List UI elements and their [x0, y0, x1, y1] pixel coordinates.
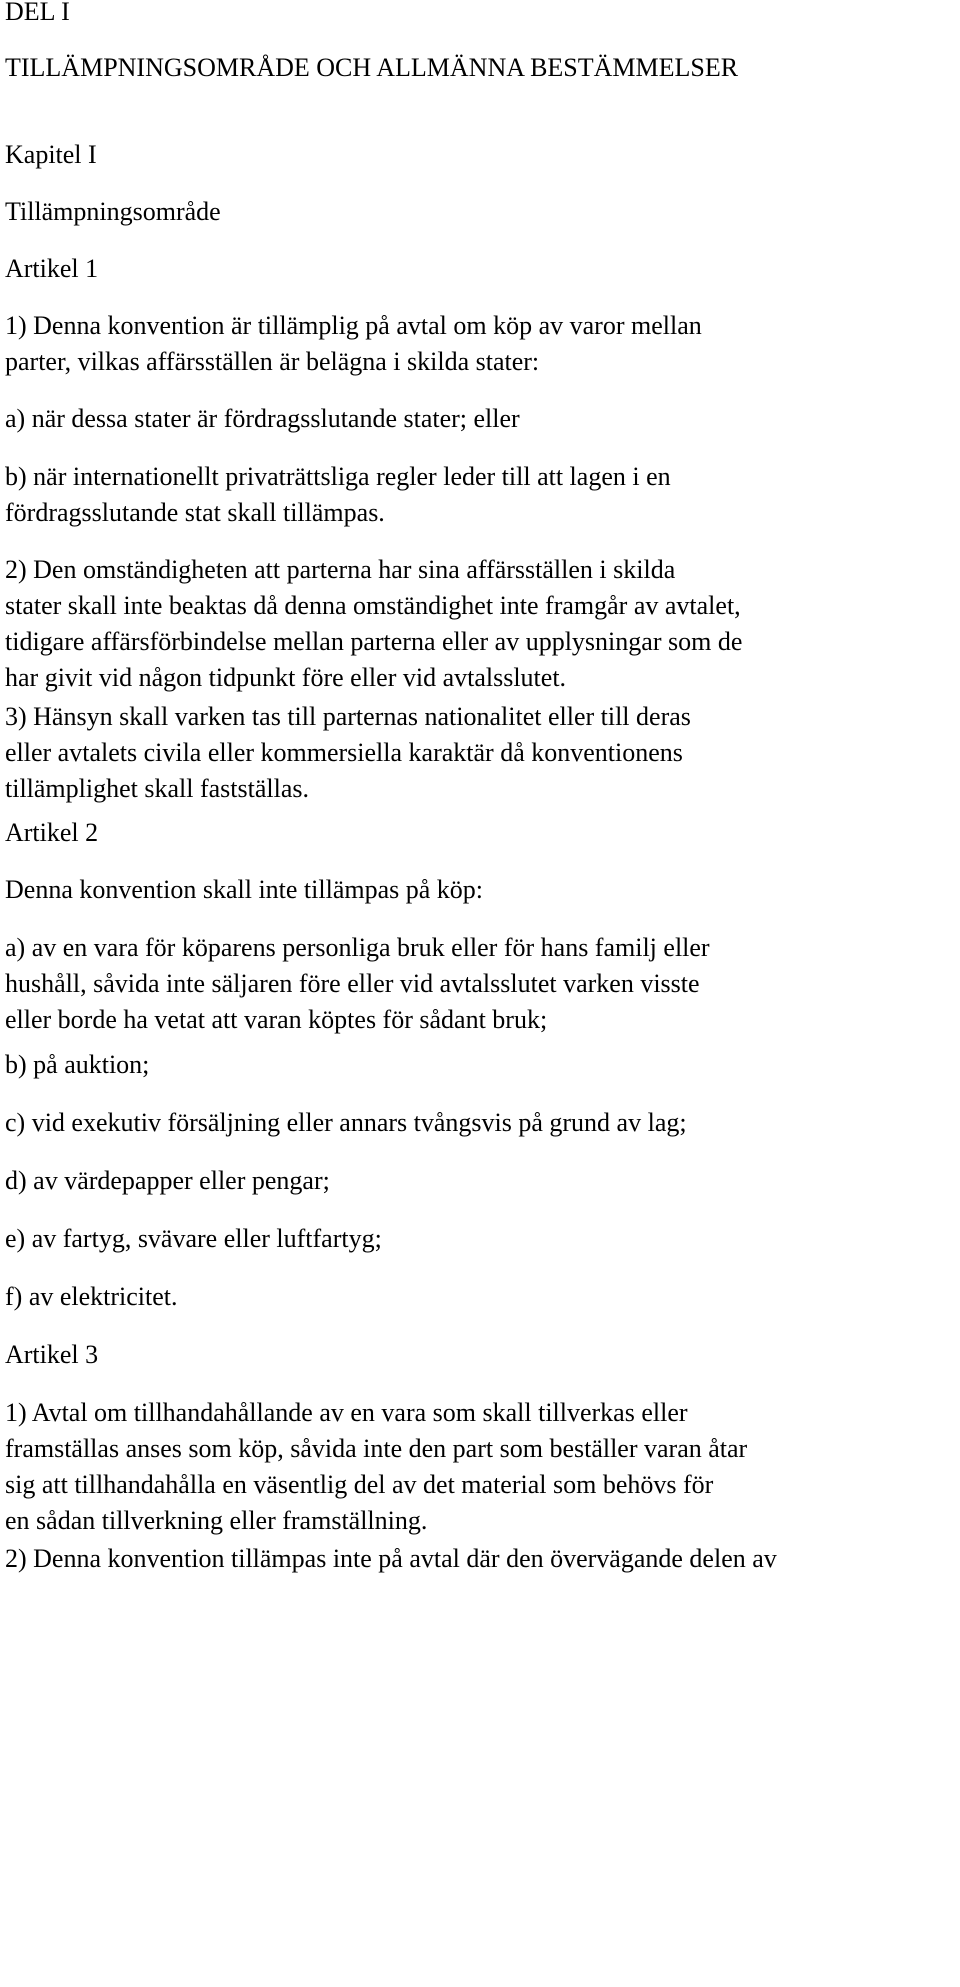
text-line: 2) Denna konvention tillämpas inte på avtal där den övervägande delen av	[5, 1544, 777, 1573]
text-line: eller borde ha vetat att varan köptes för sådant bruk;	[5, 1005, 548, 1034]
text-line: a) när dessa stater är fördragsslutande stater; eller	[5, 404, 520, 433]
text-line: TILLÄMPNINGSOMRÅDE OCH ALLMÄNNA BESTÄMMELSER	[5, 53, 739, 82]
text-line: Kapitel I	[5, 140, 97, 169]
text-line: Tillämpningsområde	[5, 197, 221, 226]
text-line: c) vid exekutiv försäljning eller annars tvångsvis på grund av lag;	[5, 1108, 687, 1137]
article-3-paragraph-2	[5, 1541, 955, 1577]
text-line: d) av värdepapper eller pengar;	[5, 1166, 330, 1195]
text-line: Denna konvention skall inte tillämpas på köp:	[5, 875, 484, 904]
text-line: b) på auktion;	[5, 1050, 150, 1079]
article-1-paragraph-3	[5, 699, 955, 807]
article-1-item-b	[5, 459, 955, 531]
article-2-item-c	[5, 1105, 955, 1141]
text-line: tidigare affärsförbindelse mellan parterna eller av upplysningar som de	[5, 627, 743, 656]
text-line: Artikel 3	[5, 1340, 99, 1369]
article-1-heading	[5, 251, 955, 287]
text-line: fördragsslutande stat skall tillämpas.	[5, 498, 385, 527]
text-line: 1) Avtal om tillhandahållande av en vara som skall tillverkas eller	[5, 1398, 688, 1427]
article-3-heading	[5, 1337, 955, 1373]
text-line: Artikel 2	[5, 818, 99, 847]
text-line: eller avtalets civila eller kommersiella karaktär då konventionens	[5, 738, 683, 767]
text-line: tillämplighet skall fastställas.	[5, 774, 310, 803]
text-line: 1) Denna konvention är tillämplig på avtal om köp av varor mellan	[5, 311, 702, 340]
text-line: 3) Hänsyn skall varken tas till parternas nationalitet eller till deras	[5, 702, 691, 731]
part-heading	[5, 0, 955, 30]
article-1-paragraph-1	[5, 308, 955, 380]
text-line: e) av fartyg, svävare eller luftfartyg;	[5, 1224, 382, 1253]
article-2-intro	[5, 872, 955, 908]
article-2-item-d	[5, 1163, 955, 1199]
part-title	[5, 50, 955, 86]
article-2-item-a	[5, 930, 955, 1038]
article-1-paragraph-2	[5, 552, 955, 696]
text-line: a) av en vara för köparens personliga bruk eller för hans familj eller	[5, 933, 710, 962]
article-2-item-b	[5, 1047, 955, 1083]
article-2-item-e	[5, 1221, 955, 1257]
article-2-heading	[5, 815, 955, 851]
text-line: parter, vilkas affärsställen är belägna i skilda stater:	[5, 347, 540, 376]
chapter-heading	[5, 137, 955, 173]
text-line: en sådan tillverkning eller framställning.	[5, 1506, 428, 1535]
text-line: DEL I	[5, 0, 70, 26]
text-line: sig att tillhandahålla en väsentlig del av det material som behövs för	[5, 1470, 714, 1499]
text-line: f) av elektricitet.	[5, 1282, 178, 1311]
text-line: framställas anses som köp, såvida inte den part som beställer varan åtar	[5, 1434, 748, 1463]
article-1-item-a	[5, 401, 955, 437]
text-line: Artikel 1	[5, 254, 99, 283]
article-3-paragraph-1	[5, 1395, 955, 1539]
text-line: hushåll, såvida inte säljaren före eller vid avtalsslutet varken visste	[5, 969, 700, 998]
text-line: b) när internationellt privaträttsliga regler leder till att lagen i en	[5, 462, 671, 491]
text-line: har givit vid någon tidpunkt före eller vid avtalsslutet.	[5, 663, 567, 692]
text-line: stater skall inte beaktas då denna omständighet inte framgår av avtalet,	[5, 591, 741, 620]
chapter-title	[5, 194, 955, 230]
text-line: 2) Den omständigheten att parterna har sina affärsställen i skilda	[5, 555, 676, 584]
article-2-item-f	[5, 1279, 955, 1315]
